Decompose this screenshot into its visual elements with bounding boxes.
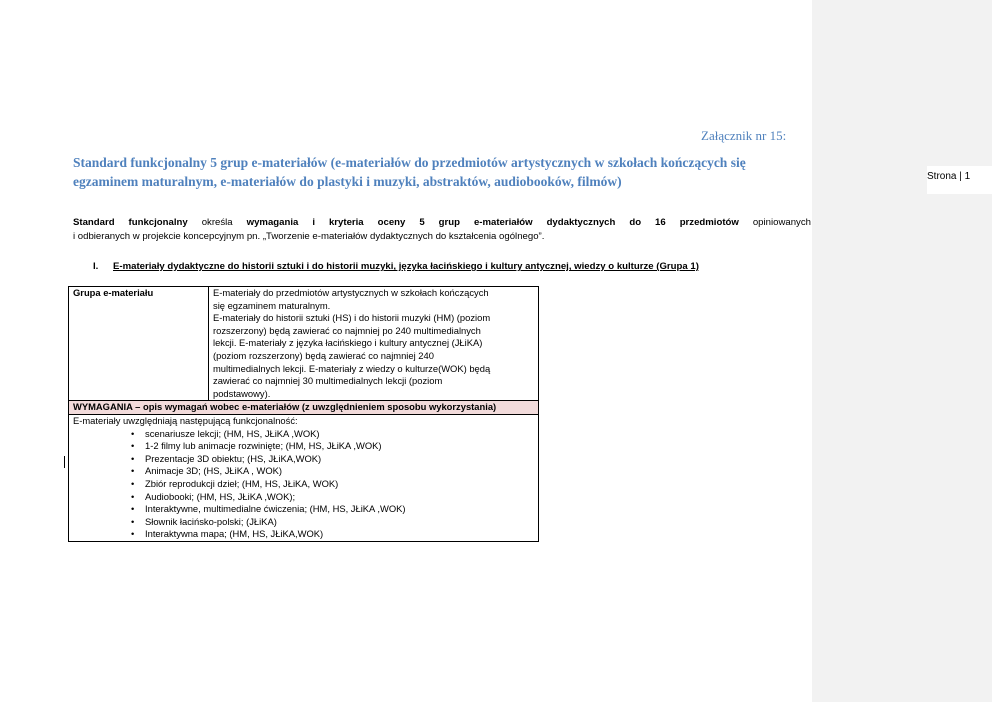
features-cell	[69, 414, 539, 541]
feature-text: Słownik łacińsko-polski; (JŁiKA)	[145, 515, 277, 527]
feature-text: Zbiór reprodukcji dzieł; (HM, HS, JŁiKA, WOK)	[145, 477, 339, 489]
spec-table	[68, 286, 539, 542]
list-item	[131, 428, 534, 441]
feature-text: Prezentacje 3D obiektu; (HS, JŁiKA,WOK)	[145, 452, 322, 464]
intro-paragraph	[73, 216, 811, 244]
group-desc-line: E-materiały do przedmiotów artystycznych w szkołach kończących	[213, 287, 489, 298]
bullet-icon: •	[131, 490, 135, 502]
bullet-icon: •	[131, 465, 135, 477]
intro-bold-2: wymagania i kryteria oceny 5 grup e-materiałów dydaktycznych do 16 przedmiotów	[246, 217, 739, 228]
group-desc-line: podstawowy).	[213, 387, 271, 399]
group-label-cell: Grupa e-materiału	[69, 287, 209, 401]
list-item	[131, 440, 534, 453]
bullet-icon: •	[131, 440, 135, 452]
features-list	[73, 428, 534, 541]
bullet-icon: •	[131, 427, 135, 439]
group-desc-line: multimedialnych lekcji. E-materiały z wiedzy o kulturze(WOK) będą	[213, 362, 491, 374]
intro-text-2: opiniowanych	[738, 217, 811, 228]
feature-text: scenariusze lekcji; (HM, HS, JŁiKA ,WOK)	[145, 427, 320, 439]
section-number: I.	[93, 261, 99, 272]
group-desc-line: (poziom rozszerzony) będą zawierać co najmniej 240	[213, 349, 434, 361]
comment-pane	[812, 0, 992, 702]
list-item	[131, 465, 534, 478]
feature-text: Interaktywne, multimedialne ćwiczenia; (HM, HS, JŁiKA ,WOK)	[145, 503, 406, 515]
list-item	[131, 516, 534, 529]
bullet-icon: •	[131, 452, 135, 464]
section-title: E-materiały dydaktyczne do historii sztuki i do historii muzyki, języka łacińskiego i kultury antycznej, wiedzy o kulturze (Grupa 1)	[113, 261, 699, 272]
bullet-icon: •	[131, 477, 135, 489]
features-intro: E-materiały uwzględniają następującą funkcjonalność:	[73, 414, 298, 426]
section-heading	[93, 261, 699, 272]
intro-bold-1: Standard funkcjonalny	[73, 217, 188, 228]
group-desc-line: zawierać co najmniej 30 multimedialnych lekcji (poziom	[213, 375, 443, 387]
features-row	[69, 414, 539, 541]
list-item	[131, 503, 534, 516]
annex-label: Załącznik nr 15:	[701, 128, 787, 143]
requirements-header-row	[69, 401, 539, 415]
feature-text: Animacje 3D; (HS, JŁiKA , WOK)	[145, 465, 283, 477]
bullet-icon: •	[131, 503, 135, 515]
text-cursor	[64, 456, 65, 468]
list-item	[131, 491, 534, 504]
group-row	[69, 287, 539, 401]
list-item	[131, 453, 534, 466]
requirements-header: WYMAGANIA – opis wymagań wobec e-materiałów (z uwzględnieniem sposobu wykorzystania)	[69, 401, 539, 415]
group-desc-line: rozszerzony) będą zawierać co najmniej po 240 multimedialnych	[213, 324, 481, 336]
intro-line-2: i odbieranych w projekcie koncepcyjnym pn. „Tworzenie e-materiałów dydaktycznych do kształcenia ogólnego”.	[73, 231, 545, 242]
list-item	[131, 478, 534, 491]
document-title: Standard funkcjonalny 5 grup e-materiałów (e-materiałów do przedmiotów artystycznych w szkołach kończących się egzaminem maturalnym, e-materiałów do plastyki i muzyki, abstraktów, audiobooków, filmów)	[73, 155, 746, 189]
bullet-icon: •	[131, 515, 135, 527]
page-number: Strona | 1	[927, 171, 971, 182]
group-desc-line: E-materiały do historii sztuki (HS) i do historii muzyki (HM) (poziom	[213, 312, 491, 324]
group-desc-cell	[209, 287, 539, 401]
intro-text-1: określa	[187, 217, 247, 228]
list-item	[131, 528, 534, 541]
feature-text: 1-2 filmy lub animacje rozwinięte; (HM, HS, JŁiKA ,WOK)	[145, 440, 382, 452]
feature-text: Interaktywna mapa; (HM, HS, JŁiKA,WOK)	[145, 528, 324, 540]
group-desc-line: się egzaminem maturalnym.	[213, 299, 331, 311]
bullet-icon: •	[131, 528, 135, 540]
feature-text: Audiobooki; (HM, HS, JŁiKA ,WOK);	[145, 490, 296, 502]
intro-line-1	[73, 216, 811, 230]
group-desc-line: lekcji. E-materiały z języka łacińskiego i kultury antycznej (JŁiKA)	[213, 337, 483, 349]
